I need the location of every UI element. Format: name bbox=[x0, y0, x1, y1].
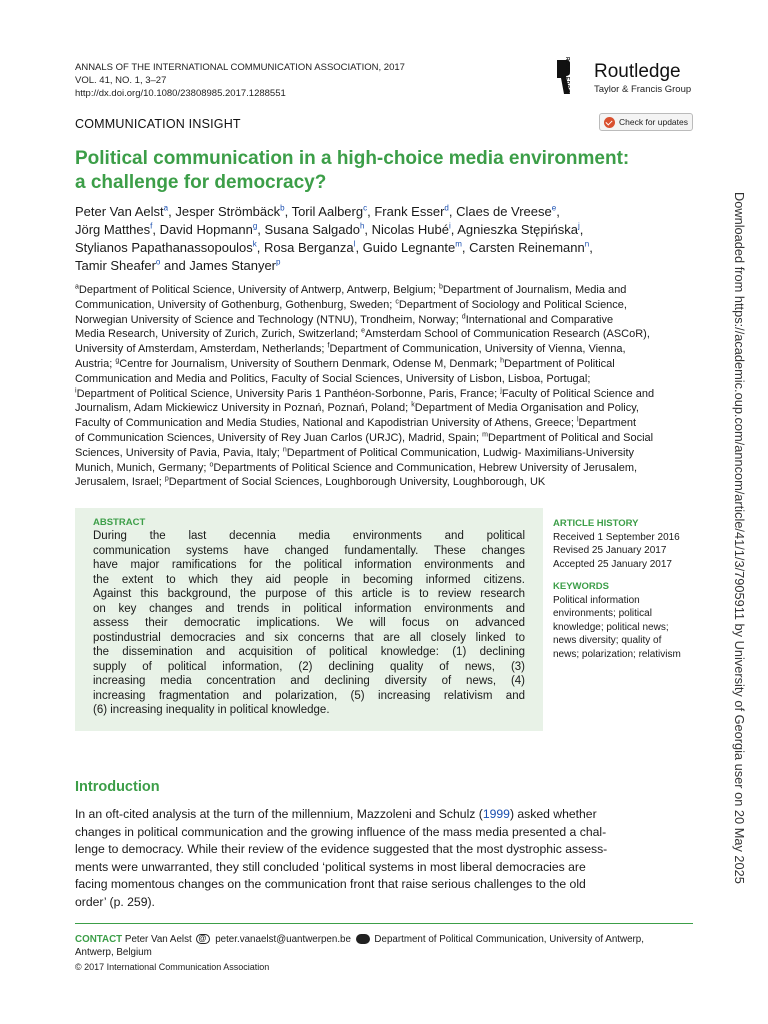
contact-label: CONTACT bbox=[75, 934, 123, 945]
author-affiliation-mark[interactable]: f bbox=[150, 221, 153, 231]
journal-doi[interactable]: http://dx.doi.org/10.1080/23808985.2017.1288551 bbox=[75, 88, 286, 99]
affiliation-text: Media Research, University of Zurich, Zurich, Switzerland; bbox=[75, 328, 362, 341]
abstract-box bbox=[75, 508, 543, 731]
affiliation-text: Faculty of Communication and Media Studies, National and Kapodistrian University of Athens, Greece; bbox=[75, 417, 577, 430]
intro-text-segment: ) asked whether bbox=[509, 807, 597, 821]
affiliation-text: Faculty of Political Science and bbox=[501, 387, 655, 400]
affiliation-line bbox=[75, 372, 695, 387]
footer-divider bbox=[75, 923, 693, 924]
affiliation-mark: l bbox=[576, 416, 579, 424]
affiliation-text: Department of Political Communication, Ludwig- Maximilians-University bbox=[286, 446, 635, 459]
affiliation-text: Norwegian University of Science and Technology (NTNU), Trondheim, Norway; bbox=[75, 313, 462, 326]
author-name: Nicolas Hubé bbox=[371, 222, 449, 237]
affiliation-mark: g bbox=[115, 357, 120, 365]
author-affiliation-mark[interactable]: d bbox=[444, 203, 449, 213]
author-affiliation-mark[interactable]: o bbox=[155, 257, 161, 267]
contact-info bbox=[75, 933, 695, 959]
author-name: Carsten Reinemann bbox=[469, 240, 585, 255]
author-affiliation-mark[interactable]: m bbox=[455, 239, 462, 249]
affiliation-text: Journalism, Adam Mickiewicz University in Poznań, Poznań, Poland; bbox=[75, 402, 412, 415]
affiliation-mark: a bbox=[75, 283, 79, 291]
revised-date: Revised 25 January 2017 bbox=[553, 545, 667, 556]
abstract-line: (6) increasing inequality in political knowledge. bbox=[93, 704, 330, 716]
author-list bbox=[75, 203, 695, 275]
abstract-label: ABSTRACT bbox=[93, 517, 146, 528]
affiliation-mark: b bbox=[439, 283, 443, 291]
author-name: Guido Legnante bbox=[362, 240, 456, 255]
abstract-line: on key changes and trends in political information environments and bbox=[93, 602, 525, 615]
affiliation-mark: p bbox=[164, 475, 169, 483]
affiliation-text: Department of Political Science, University Paris 1 Panthéon-Sorbonne, Paris, France; bbox=[76, 387, 501, 400]
affiliation-text: Department of Sociology and Political Science, bbox=[398, 298, 627, 311]
affiliation-mark: f bbox=[327, 342, 330, 350]
intro-line: facing momentous changes on the communication front that raise serious challenges to the old bbox=[75, 877, 586, 891]
affiliation-text: Centre for Journalism, University of Southern Denmark, Odense M, Denmark; bbox=[119, 357, 501, 370]
contact-address: Antwerp, Belgium bbox=[75, 947, 152, 958]
author-name: Jesper Strömbäck bbox=[175, 204, 281, 219]
affiliation-line bbox=[75, 475, 695, 490]
affiliation-text: Department of Journalism, Media and bbox=[442, 284, 627, 296]
abstract-line: increasing fragmentation and polarization, (5) increasing relativism and bbox=[93, 689, 525, 702]
abstract-line: have major ramifications for the political information environments and bbox=[93, 559, 525, 571]
author-affiliation-mark[interactable]: e bbox=[551, 203, 557, 213]
affiliation-mark: h bbox=[500, 357, 505, 365]
abstract-line: communication systems have changed fundamentally. These changes bbox=[93, 544, 525, 557]
affiliation-line bbox=[75, 357, 695, 372]
abstract-line: postindustrial democracies and six concerns that are all closely linked to bbox=[93, 631, 525, 644]
intro-line: order’ (p. 259). bbox=[75, 894, 155, 909]
author-affiliation-mark[interactable]: c bbox=[363, 203, 368, 213]
citation-link[interactable]: 1999 bbox=[482, 807, 510, 821]
affiliation-line bbox=[75, 327, 695, 342]
affiliation-text: Munich, Munich, Germany; bbox=[75, 461, 210, 474]
affiliation-text: University of Amsterdam, Amsterdam, Netherlands; bbox=[75, 343, 328, 356]
abstract-line: Against this background, the purpose of this article is to review research bbox=[93, 588, 525, 600]
affiliation-text: Communication and Media and Politics, Faculty of Social Sciences, University of Lisbon, Lisboa, Portugal; bbox=[75, 372, 591, 385]
affiliation-mark: m bbox=[482, 431, 488, 439]
publisher-logo bbox=[555, 58, 695, 98]
affiliation-line bbox=[75, 387, 695, 402]
contact-email[interactable]: peter.vanaelst@uantwerpen.be bbox=[215, 934, 351, 945]
affiliation-text: Sciences, University of Pavia, Pavia, Italy; bbox=[75, 446, 283, 459]
journal-volume: VOL. 41, NO. 1, 3–27 bbox=[75, 75, 167, 86]
affiliation-line bbox=[75, 313, 695, 328]
abstract-line: the extent to which they aid people in becoming informed citizens. bbox=[93, 573, 525, 586]
affiliation-text: Department of Communication, University of Vienna, Vienna, bbox=[329, 343, 626, 356]
affiliation-line bbox=[75, 283, 695, 298]
download-note-text: Downloaded from https://academic.oup.com/anncom/article/41/1/3/7905911 by University of Georgia user on 20 May 2025 bbox=[732, 192, 747, 884]
accepted-date: Accepted 25 January 2017 bbox=[553, 558, 672, 570]
author-name: Susana Salgado bbox=[264, 222, 360, 237]
article-sidebar bbox=[553, 517, 703, 661]
author-affiliation-mark[interactable]: n bbox=[584, 239, 590, 249]
author-name: James Stanyer bbox=[189, 258, 276, 273]
author-name: Agnieszka Stępińska bbox=[457, 222, 578, 237]
section-label: COMMUNICATION INSIGHT bbox=[75, 117, 241, 131]
affiliation-text: Department of Political and Social bbox=[488, 431, 654, 444]
checkmark-icon bbox=[604, 117, 615, 128]
affiliation-mark: i bbox=[75, 386, 77, 394]
keyword-line: Political information bbox=[553, 594, 640, 606]
received-date: Received 1 September 2016 bbox=[553, 531, 680, 543]
affiliation-text: Department of Political bbox=[504, 357, 615, 370]
affiliation-line bbox=[75, 342, 695, 357]
abstract-line: supply of political information, (2) declining quality of news, (3) bbox=[93, 660, 525, 673]
affiliation-text: Amsterdam School of Communication Research (ASCoR), bbox=[365, 328, 650, 341]
introduction-text bbox=[75, 806, 693, 911]
affiliation-line bbox=[75, 298, 695, 313]
intro-line: changes in political communication and the growing influence of the mass media presented a chal- bbox=[75, 824, 607, 839]
affiliations bbox=[75, 283, 695, 490]
author-affiliation-mark[interactable]: i bbox=[448, 221, 451, 231]
author-affiliation-mark[interactable]: b bbox=[280, 203, 285, 213]
abstract-line: the dissemination and acquisition of political knowledge: (1) declining bbox=[93, 646, 525, 658]
author-name: Rosa Berganza bbox=[264, 240, 354, 255]
affiliation-text: Austria; bbox=[75, 357, 116, 370]
affiliation-text: Department of Political Science, University of Antwerp, Antwerp, Belgium; bbox=[78, 284, 440, 296]
address-icon bbox=[356, 934, 370, 944]
affiliation-text: Communication, University of Gothenburg, Gothenburg, Sweden; bbox=[75, 298, 396, 311]
author-name: Toril Aalberg bbox=[291, 204, 364, 219]
check-for-updates-label: Check for updates bbox=[619, 117, 688, 127]
affiliation-mark: j bbox=[500, 386, 502, 394]
abstract-line: During the last decennia media environments and political bbox=[93, 530, 525, 542]
author-affiliation-mark[interactable]: p bbox=[276, 257, 281, 267]
journal-name: ANNALS OF THE INTERNATIONAL COMMUNICATION ASSOCIATION, 2017 bbox=[75, 62, 405, 73]
author-name: David Hopmann bbox=[159, 222, 253, 237]
keyword-line: environments; political bbox=[553, 608, 652, 619]
publisher-subtitle: Taylor & Francis Group bbox=[594, 84, 692, 95]
affiliation-text: of Communication Sciences, University of Rey Juan Carlos (URJC), Madrid, Spain; bbox=[75, 431, 483, 444]
author-affiliation-mark[interactable]: j bbox=[577, 221, 580, 231]
intro-line: ments were unwarranted, they still concluded ‘political systems in most liberal democracies are bbox=[75, 859, 586, 874]
journal-info bbox=[75, 61, 405, 100]
contact-line bbox=[75, 933, 695, 946]
author-affiliation-mark[interactable]: g bbox=[252, 221, 258, 231]
affiliation-line bbox=[75, 401, 695, 416]
affiliation-mark: d bbox=[461, 312, 466, 320]
affiliation-text: International and Comparative bbox=[465, 313, 614, 326]
author-line: Stylianos Papathanassopoulos$^k$, Rosa Berganza$^l$, Guido Legnante$^m$, Carsten Reinemann$^n$, bbox=[75, 239, 593, 255]
affiliation-mark: k bbox=[411, 401, 415, 409]
title-line: a challenge for democracy? bbox=[75, 172, 327, 193]
author-line: Tamir Sheafer$^o$ and James Stanyer$^p$ bbox=[75, 257, 281, 273]
article-history-label: ARTICLE HISTORY bbox=[553, 518, 639, 529]
author-affiliation-mark[interactable]: a bbox=[163, 203, 169, 213]
affiliation-text: Department of Social Sciences, Loughborough University, Loughborough, UK bbox=[168, 476, 546, 489]
author-affiliation-mark[interactable]: k bbox=[252, 239, 257, 249]
abstract-line: increasing media concentration and declining diversity of news, (4) bbox=[93, 675, 525, 687]
affiliation-line bbox=[75, 431, 695, 446]
intro-line: lenge to democracy. While their review of the evidence suggested that the most dystrophic assess- bbox=[75, 842, 608, 856]
logo-mark-text: ROUTLEDGE bbox=[563, 57, 570, 93]
author-name: Peter Van Aelst bbox=[75, 204, 164, 219]
intro-line bbox=[75, 806, 693, 824]
affiliation-text: Department bbox=[578, 417, 637, 430]
contact-name: Peter Van Aelst bbox=[124, 934, 192, 945]
contact-department: Department of Political Communication, University of Antwerp, bbox=[374, 934, 644, 945]
author-affiliation-mark[interactable]: h bbox=[359, 221, 365, 231]
article-title bbox=[75, 147, 675, 195]
keyword-line: news; polarization; relativism bbox=[553, 648, 681, 660]
author-name: Jörg Matthes bbox=[75, 222, 151, 237]
author-line: Peter Van Aelst$^a$, Jesper Strömbäck$^b$, Toril Aalberg$^c$, Frank Esser$^d$, Claes de Vreese$^e$, bbox=[75, 203, 560, 219]
email-icon bbox=[196, 934, 210, 944]
title-line: Political communication in a high-choice media environment: bbox=[75, 148, 630, 169]
affiliation-line bbox=[75, 416, 695, 431]
publisher-name: Routledge bbox=[594, 61, 681, 82]
introduction-heading: Introduction bbox=[75, 779, 160, 795]
abstract-text bbox=[93, 529, 525, 718]
affiliation-mark: n bbox=[282, 446, 287, 454]
author-name: Stylianos Papathanassopoulos bbox=[75, 240, 253, 255]
check-for-updates-button[interactable] bbox=[599, 113, 693, 131]
keyword-line: knowledge; political news; bbox=[553, 621, 669, 633]
affiliation-text: Department of Media Organisation and Policy, bbox=[414, 402, 639, 415]
affiliation-line bbox=[75, 446, 695, 461]
copyright: © 2017 International Communication Association bbox=[75, 962, 270, 972]
download-note bbox=[733, 192, 753, 972]
affiliation-text: Jerusalem, Israel; bbox=[75, 476, 165, 489]
keywords-list bbox=[553, 594, 703, 662]
author-name: Claes de Vreese bbox=[456, 204, 552, 219]
affiliation-line bbox=[75, 461, 695, 476]
affiliation-mark: c bbox=[395, 298, 399, 306]
keyword-line: news diversity; quality of bbox=[553, 635, 662, 646]
keywords-label: KEYWORDS bbox=[553, 581, 609, 592]
author-name: Tamir Sheafer bbox=[75, 258, 156, 273]
author-affiliation-mark[interactable]: l bbox=[353, 239, 356, 249]
intro-text-segment: In an oft-cited analysis at the turn of the millennium, Mazzoleni and Schulz ( bbox=[75, 807, 483, 821]
affiliation-text: Departments of Political Science and Communication, Hebrew University of Jerusalem, bbox=[213, 461, 638, 474]
abstract-line: assess their democratic implications. We will focus on advanced bbox=[93, 617, 525, 629]
affiliation-mark: e bbox=[361, 327, 366, 335]
affiliation-mark: o bbox=[209, 460, 214, 468]
author-name: Frank Esser bbox=[374, 204, 445, 219]
author-line: Jörg Matthes$^f$, David Hopmann$^g$, Susana Salgado$^h$, Nicolas Hubé$^i$, Agnieszka Stępińska$^j$, bbox=[75, 221, 584, 237]
